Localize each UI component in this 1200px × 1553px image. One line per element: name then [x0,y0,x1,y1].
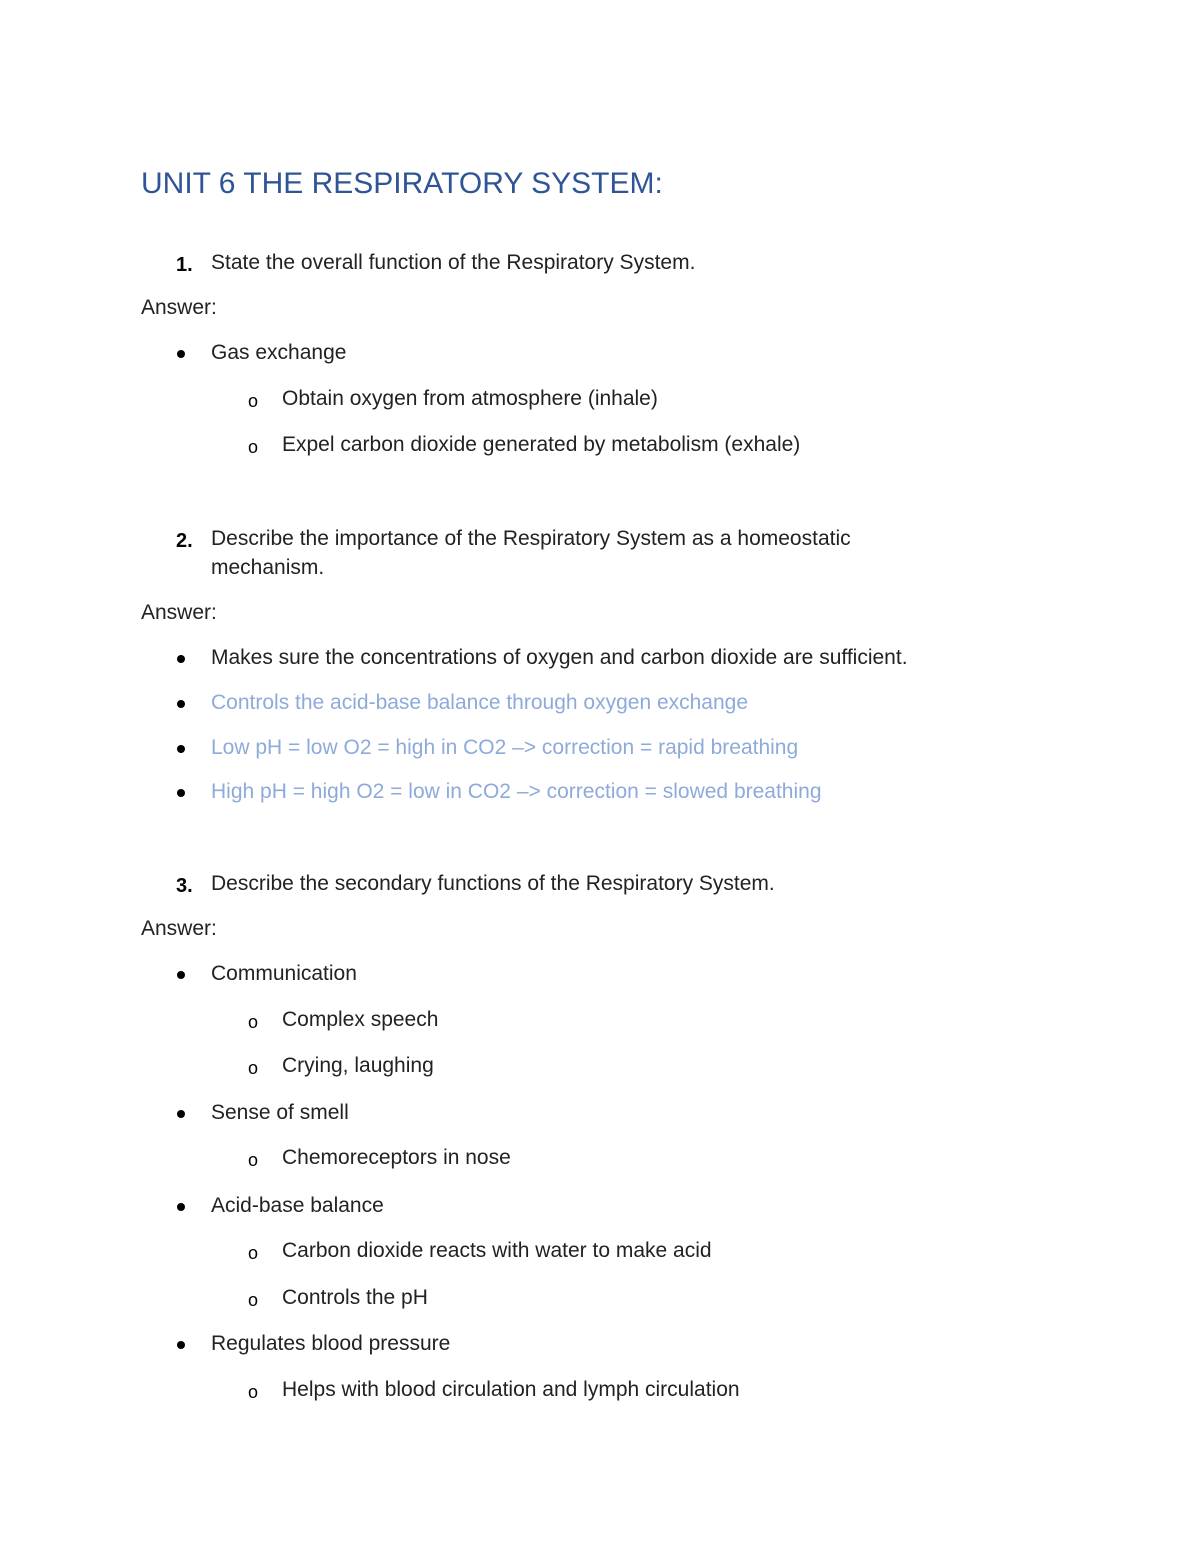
sub-bullet-icon: o [248,1243,259,1263]
bullet-icon [177,1203,185,1211]
bullet-icon [177,745,185,753]
question-3-number: 3. [176,875,193,897]
question-2-text-line1: Describe the importance of the Respiratory System as a homeostatic [211,527,851,550]
question-3-answer-label: Answer: [141,917,217,940]
sub-bullet-icon: o [248,437,259,457]
answer-sub-item: Expel carbon dioxide generated by metabolism (exhale) [282,433,801,456]
answer-item-highlighted: High pH = high O2 = low in CO2 –> correction = slowed breathing [211,780,822,803]
question-3-text: Describe the secondary functions of the Respiratory System. [211,872,775,895]
answer-sub-item: Helps with blood circulation and lymph circulation [282,1378,740,1401]
question-1-number: 1. [176,254,193,276]
bullet-icon [177,1341,185,1349]
answer-item: Communication [211,962,357,985]
answer-item: Gas exchange [211,341,347,364]
page-title: UNIT 6 THE RESPIRATORY SYSTEM: [141,167,663,200]
question-1-answer-label: Answer: [141,296,217,319]
sub-bullet-icon: o [248,1058,259,1078]
answer-sub-item: Carbon dioxide reacts with water to make acid [282,1239,712,1262]
question-2-text-line2: mechanism. [211,556,325,579]
sub-bullet-icon: o [248,1290,259,1310]
bullet-icon [177,789,185,797]
bullet-icon [177,1110,185,1118]
answer-sub-item: Chemoreceptors in nose [282,1146,511,1169]
answer-item-highlighted: Controls the acid-base balance through oxygen exchange [211,691,749,714]
answer-sub-item: Crying, laughing [282,1054,434,1077]
answer-sub-item: Complex speech [282,1008,439,1031]
answer-item: Acid-base balance [211,1194,384,1217]
bullet-icon [177,971,185,979]
bullet-icon [177,350,185,358]
sub-bullet-icon: o [248,1012,259,1032]
bullet-icon [177,655,185,663]
question-2-number: 2. [176,530,193,552]
sub-bullet-icon: o [248,391,259,411]
question-1-text: State the overall function of the Respiratory System. [211,251,696,274]
answer-item: Regulates blood pressure [211,1332,451,1355]
answer-item: Sense of smell [211,1101,349,1124]
bullet-icon [177,700,185,708]
answer-sub-item: Controls the pH [282,1286,428,1309]
sub-bullet-icon: o [248,1150,259,1170]
question-2-answer-label: Answer: [141,601,217,624]
answer-sub-item: Obtain oxygen from atmosphere (inhale) [282,387,658,410]
sub-bullet-icon: o [248,1382,259,1402]
answer-item-highlighted: Low pH = low O2 = high in CO2 –> correction = rapid breathing [211,736,799,759]
answer-item: Makes sure the concentrations of oxygen and carbon dioxide are sufficient. [211,646,908,669]
